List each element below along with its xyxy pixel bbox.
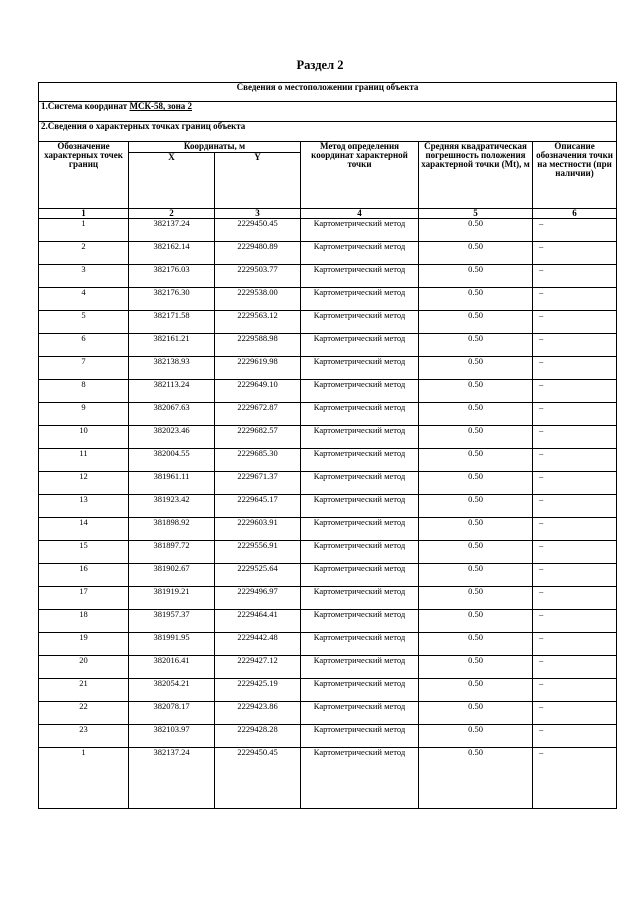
table-row (39, 219, 617, 242)
point-cell: 17 (39, 587, 129, 610)
point-cell: 12 (39, 472, 129, 495)
description-cell: – (533, 219, 617, 242)
table-row (39, 656, 617, 679)
description-cell: – (533, 403, 617, 426)
y-cell: 2229442.48 (215, 633, 301, 656)
y-cell: 2229563.12 (215, 311, 301, 334)
y-cell: 2229428.28 (215, 725, 301, 748)
header-description: Описание обозначения точки на местности (при наличии) (533, 142, 617, 209)
column-number: 4 (301, 209, 419, 219)
column-number: 2 (129, 209, 215, 219)
description-cell: – (533, 725, 617, 748)
description-cell: – (533, 265, 617, 288)
x-cell: 382176.30 (129, 288, 215, 311)
description-cell: – (533, 495, 617, 518)
column-number: 3 (215, 209, 301, 219)
method-cell: Картометрический метод (301, 311, 419, 334)
header-point-designation: Обозначение характерных точек границ (39, 142, 129, 209)
coordinate-system-label: 1.Система координат (41, 101, 128, 111)
method-cell: Картометрический метод (301, 495, 419, 518)
description-cell: – (533, 449, 617, 472)
point-cell: 15 (39, 541, 129, 564)
table-row (39, 357, 617, 380)
point-cell: 4 (39, 288, 129, 311)
point-cell: 16 (39, 564, 129, 587)
y-cell: 2229427.12 (215, 656, 301, 679)
method-cell: Картометрический метод (301, 403, 419, 426)
y-cell: 2229450.45 (215, 219, 301, 242)
method-cell: Картометрический метод (301, 748, 419, 809)
table-row (39, 380, 617, 403)
table-row (39, 564, 617, 587)
description-cell: – (533, 564, 617, 587)
y-cell: 2229480.89 (215, 242, 301, 265)
description-cell: – (533, 587, 617, 610)
x-cell: 382162.14 (129, 242, 215, 265)
point-cell: 1 (39, 748, 129, 809)
accuracy-cell: 0.50 (419, 242, 533, 265)
x-cell: 381991.95 (129, 633, 215, 656)
method-cell: Картометрический метод (301, 587, 419, 610)
method-cell: Картометрический метод (301, 610, 419, 633)
accuracy-cell: 0.50 (419, 495, 533, 518)
column-number: 6 (533, 209, 617, 219)
accuracy-cell: 0.50 (419, 587, 533, 610)
y-cell: 2229645.17 (215, 495, 301, 518)
section-title: Сведения о местоположении границ объекта (39, 83, 617, 102)
header-coordinates: Координаты, м (129, 142, 301, 153)
accuracy-cell: 0.50 (419, 748, 533, 809)
description-cell: – (533, 357, 617, 380)
y-cell: 2229556.91 (215, 541, 301, 564)
x-cell: 382103.97 (129, 725, 215, 748)
point-cell: 10 (39, 426, 129, 449)
method-cell: Картометрический метод (301, 541, 419, 564)
accuracy-cell: 0.50 (419, 219, 533, 242)
y-cell: 2229423.86 (215, 702, 301, 725)
x-cell: 382067.63 (129, 403, 215, 426)
method-cell: Картометрический метод (301, 518, 419, 541)
point-cell: 23 (39, 725, 129, 748)
description-cell: – (533, 541, 617, 564)
table-row (39, 426, 617, 449)
y-cell: 2229525.64 (215, 564, 301, 587)
method-cell: Картометрический метод (301, 426, 419, 449)
point-cell: 18 (39, 610, 129, 633)
method-cell: Картометрический метод (301, 380, 419, 403)
accuracy-cell: 0.50 (419, 311, 533, 334)
point-cell: 22 (39, 702, 129, 725)
y-cell: 2229464.41 (215, 610, 301, 633)
y-cell: 2229496.97 (215, 587, 301, 610)
accuracy-cell: 0.50 (419, 265, 533, 288)
coordinate-system-row (39, 102, 617, 122)
x-cell: 382176.03 (129, 265, 215, 288)
x-cell: 382137.24 (129, 748, 215, 809)
y-cell: 2229603.91 (215, 518, 301, 541)
x-cell: 382078.17 (129, 702, 215, 725)
x-cell: 382161.21 (129, 334, 215, 357)
y-cell: 2229671.37 (215, 472, 301, 495)
table-row (39, 449, 617, 472)
table-row (39, 679, 617, 702)
description-cell: – (533, 472, 617, 495)
description-cell: – (533, 656, 617, 679)
method-cell: Картометрический метод (301, 725, 419, 748)
table-row (39, 403, 617, 426)
point-cell: 6 (39, 334, 129, 357)
accuracy-cell: 0.50 (419, 564, 533, 587)
accuracy-cell: 0.50 (419, 725, 533, 748)
accuracy-cell: 0.50 (419, 380, 533, 403)
accuracy-cell: 0.50 (419, 656, 533, 679)
x-cell: 382023.46 (129, 426, 215, 449)
accuracy-cell: 0.50 (419, 702, 533, 725)
y-cell: 2229450.45 (215, 748, 301, 809)
method-cell: Картометрический метод (301, 357, 419, 380)
method-cell: Картометрический метод (301, 334, 419, 357)
y-cell: 2229672.87 (215, 403, 301, 426)
y-cell: 2229682.57 (215, 426, 301, 449)
point-cell: 9 (39, 403, 129, 426)
accuracy-cell: 0.50 (419, 541, 533, 564)
header-y: Y (215, 153, 301, 209)
point-cell: 7 (39, 357, 129, 380)
method-cell: Картометрический метод (301, 242, 419, 265)
column-number: 5 (419, 209, 533, 219)
accuracy-cell: 0.50 (419, 610, 533, 633)
point-cell: 1 (39, 219, 129, 242)
column-number: 1 (39, 209, 129, 219)
table-row (39, 265, 617, 288)
x-cell: 382054.21 (129, 679, 215, 702)
method-cell: Картометрический метод (301, 679, 419, 702)
accuracy-cell: 0.50 (419, 633, 533, 656)
point-cell: 21 (39, 679, 129, 702)
method-cell: Картометрический метод (301, 633, 419, 656)
header-x: X (129, 153, 215, 209)
x-cell: 381898.92 (129, 518, 215, 541)
accuracy-cell: 0.50 (419, 518, 533, 541)
accuracy-cell: 0.50 (419, 357, 533, 380)
accuracy-cell: 0.50 (419, 334, 533, 357)
description-cell: – (533, 288, 617, 311)
coordinate-system-value: МСК-58, зона 2 (129, 101, 193, 111)
x-cell: 381923.42 (129, 495, 215, 518)
x-cell: 382171.58 (129, 311, 215, 334)
table-row (39, 610, 617, 633)
method-cell: Картометрический метод (301, 219, 419, 242)
header-accuracy: Средняя квадратическая погрешность положения характерной точки (Mt), м (419, 142, 533, 209)
description-cell: – (533, 518, 617, 541)
x-cell: 382113.24 (129, 380, 215, 403)
method-cell: Картометрический метод (301, 449, 419, 472)
table-row (39, 518, 617, 541)
y-cell: 2229649.10 (215, 380, 301, 403)
header-method: Метод определения координат характерной точки (301, 142, 419, 209)
description-cell: – (533, 679, 617, 702)
method-cell: Картометрический метод (301, 288, 419, 311)
table-row (39, 472, 617, 495)
point-cell: 13 (39, 495, 129, 518)
point-cell: 19 (39, 633, 129, 656)
point-cell: 3 (39, 265, 129, 288)
x-cell: 381919.21 (129, 587, 215, 610)
method-cell: Картометрический метод (301, 656, 419, 679)
points-section-title: 2.Сведения о характерных точках границ объекта (39, 122, 617, 142)
point-cell: 5 (39, 311, 129, 334)
accuracy-cell: 0.50 (419, 403, 533, 426)
y-cell: 2229619.98 (215, 357, 301, 380)
x-cell: 381897.72 (129, 541, 215, 564)
description-cell: – (533, 748, 617, 809)
point-cell: 11 (39, 449, 129, 472)
x-cell: 382137.24 (129, 219, 215, 242)
method-cell: Картометрический метод (301, 564, 419, 587)
x-cell: 381957.37 (129, 610, 215, 633)
accuracy-cell: 0.50 (419, 679, 533, 702)
x-cell: 382004.55 (129, 449, 215, 472)
description-cell: – (533, 610, 617, 633)
accuracy-cell: 0.50 (419, 426, 533, 449)
table-row (39, 242, 617, 265)
accuracy-cell: 0.50 (419, 472, 533, 495)
x-cell: 382138.93 (129, 357, 215, 380)
table-row (39, 748, 617, 809)
description-cell: – (533, 334, 617, 357)
accuracy-cell: 0.50 (419, 288, 533, 311)
x-cell: 381902.67 (129, 564, 215, 587)
x-cell: 382016.41 (129, 656, 215, 679)
table-row (39, 288, 617, 311)
description-cell: – (533, 242, 617, 265)
method-cell: Картометрический метод (301, 702, 419, 725)
x-cell: 381961.11 (129, 472, 215, 495)
table-row (39, 633, 617, 656)
table-row (39, 311, 617, 334)
y-cell: 2229588.98 (215, 334, 301, 357)
point-cell: 20 (39, 656, 129, 679)
point-cell: 14 (39, 518, 129, 541)
y-cell: 2229685.30 (215, 449, 301, 472)
table-row (39, 587, 617, 610)
point-cell: 2 (39, 242, 129, 265)
table-row (39, 541, 617, 564)
y-cell: 2229503.77 (215, 265, 301, 288)
page-heading: Раздел 2 (296, 58, 344, 72)
description-cell: – (533, 311, 617, 334)
boundary-points-table (38, 82, 617, 809)
table-row (39, 702, 617, 725)
table-row (39, 725, 617, 748)
method-cell: Картометрический метод (301, 472, 419, 495)
y-cell: 2229538.00 (215, 288, 301, 311)
description-cell: – (533, 426, 617, 449)
table-row (39, 334, 617, 357)
method-cell: Картометрический метод (301, 265, 419, 288)
point-cell: 8 (39, 380, 129, 403)
description-cell: – (533, 380, 617, 403)
table-row (39, 495, 617, 518)
description-cell: – (533, 633, 617, 656)
accuracy-cell: 0.50 (419, 449, 533, 472)
y-cell: 2229425.19 (215, 679, 301, 702)
description-cell: – (533, 702, 617, 725)
